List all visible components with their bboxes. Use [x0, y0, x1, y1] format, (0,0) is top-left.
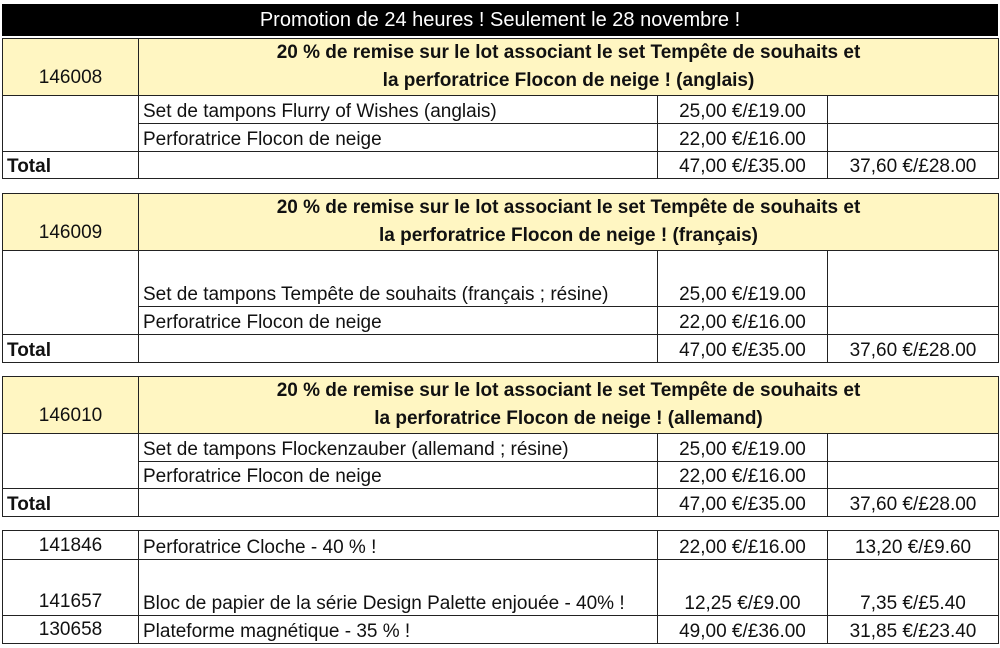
bundle-code: 146008 — [3, 39, 139, 96]
item-name: Set de tampons Tempête de souhaits (français ; résine) — [139, 251, 658, 307]
item-sale: 31,85 €/£23.40 — [828, 616, 999, 644]
bundle-header — [3, 194, 999, 251]
empty-cell — [3, 96, 139, 152]
item-name: Perforatrice Cloche - 40 % ! — [139, 531, 658, 560]
item-name: Plateforme magnétique - 35 % ! — [139, 616, 658, 644]
promo-banner: Promotion de 24 heures ! Seulement le 28 novembre ! — [2, 4, 998, 36]
table-row — [3, 462, 999, 489]
bundle-table — [2, 38, 999, 179]
item-code: 141657 — [3, 560, 139, 616]
total-price: 47,00 €/£35.00 — [658, 152, 828, 179]
item-name: Set de tampons Flockenzauber (allemand ; résine) — [139, 434, 658, 462]
item-price: 22,00 €/£16.00 — [658, 124, 828, 152]
table-row — [3, 251, 999, 307]
item-price: 22,00 €/£16.00 — [658, 462, 828, 489]
item-price: 22,00 €/£16.00 — [658, 531, 828, 560]
empty-cell — [3, 251, 139, 335]
item-price: 12,25 €/£9.00 — [658, 560, 828, 616]
singles-table — [2, 530, 999, 644]
bundle-title — [139, 194, 999, 251]
total-sale: 37,60 €/£28.00 — [828, 335, 999, 363]
bundle-title-line1: 20 % de remise sur le lot associant le set Tempête de souhaits et — [276, 197, 861, 218]
empty-cell — [139, 489, 658, 517]
bundle-table — [2, 376, 999, 517]
table-row — [3, 124, 999, 152]
bundle-code: 146010 — [3, 377, 139, 434]
bundle-header — [3, 377, 999, 434]
bundle-title — [139, 377, 999, 434]
total-price: 47,00 €/£35.00 — [658, 335, 828, 363]
item-name: Set de tampons Flurry of Wishes (anglais) — [139, 96, 658, 124]
item-name: Perforatrice Flocon de neige — [139, 307, 658, 335]
item-sale: 13,20 €/£9.60 — [828, 531, 999, 560]
bundle-title-line1: 20 % de remise sur le lot associant le set Tempête de souhaits et — [276, 42, 861, 63]
total-label: Total — [3, 489, 139, 517]
total-label: Total — [3, 335, 139, 363]
item-price: 49,00 €/£36.00 — [658, 616, 828, 644]
item-sale: 7,35 €/£5.40 — [828, 560, 999, 616]
bundle-header — [3, 39, 999, 96]
table-row — [3, 96, 999, 124]
item-sale — [828, 96, 999, 124]
item-name: Perforatrice Flocon de neige — [139, 124, 658, 152]
bundle-title-line2: la perforatrice Flocon de neige ! (anglais) — [382, 70, 755, 91]
total-row — [3, 152, 999, 179]
total-row — [3, 335, 999, 363]
item-code: 141846 — [3, 531, 139, 560]
total-sale: 37,60 €/£28.00 — [828, 152, 999, 179]
empty-cell — [3, 434, 139, 489]
table-row — [3, 616, 999, 644]
total-label: Total — [3, 152, 139, 179]
total-price: 47,00 €/£35.00 — [658, 489, 828, 517]
item-name: Bloc de papier de la série Design Palette enjouée - 40% ! — [139, 560, 658, 616]
bundle-title — [139, 39, 999, 96]
item-code: 130658 — [3, 616, 139, 644]
bundle-table — [2, 193, 999, 363]
bundle-code: 146009 — [3, 194, 139, 251]
bundle-title-line2: la perforatrice Flocon de neige ! (français) — [378, 225, 759, 246]
bundle-title-line2: la perforatrice Flocon de neige ! (allemand) — [374, 408, 763, 429]
item-sale — [828, 462, 999, 489]
table-row — [3, 307, 999, 335]
item-price: 25,00 €/£19.00 — [658, 251, 828, 307]
item-sale — [828, 307, 999, 335]
item-price: 25,00 €/£19.00 — [658, 96, 828, 124]
item-sale — [828, 124, 999, 152]
item-sale — [828, 434, 999, 462]
bundle-title-line1: 20 % de remise sur le lot associant le set Tempête de souhaits et — [276, 380, 861, 401]
total-row — [3, 489, 999, 517]
empty-cell — [139, 335, 658, 363]
total-sale: 37,60 €/£28.00 — [828, 489, 999, 517]
table-row — [3, 434, 999, 462]
item-sale — [828, 251, 999, 307]
empty-cell — [139, 152, 658, 179]
table-row — [3, 560, 999, 616]
item-name: Perforatrice Flocon de neige — [139, 462, 658, 489]
item-price: 22,00 €/£16.00 — [658, 307, 828, 335]
item-price: 25,00 €/£19.00 — [658, 434, 828, 462]
table-row — [3, 531, 999, 560]
